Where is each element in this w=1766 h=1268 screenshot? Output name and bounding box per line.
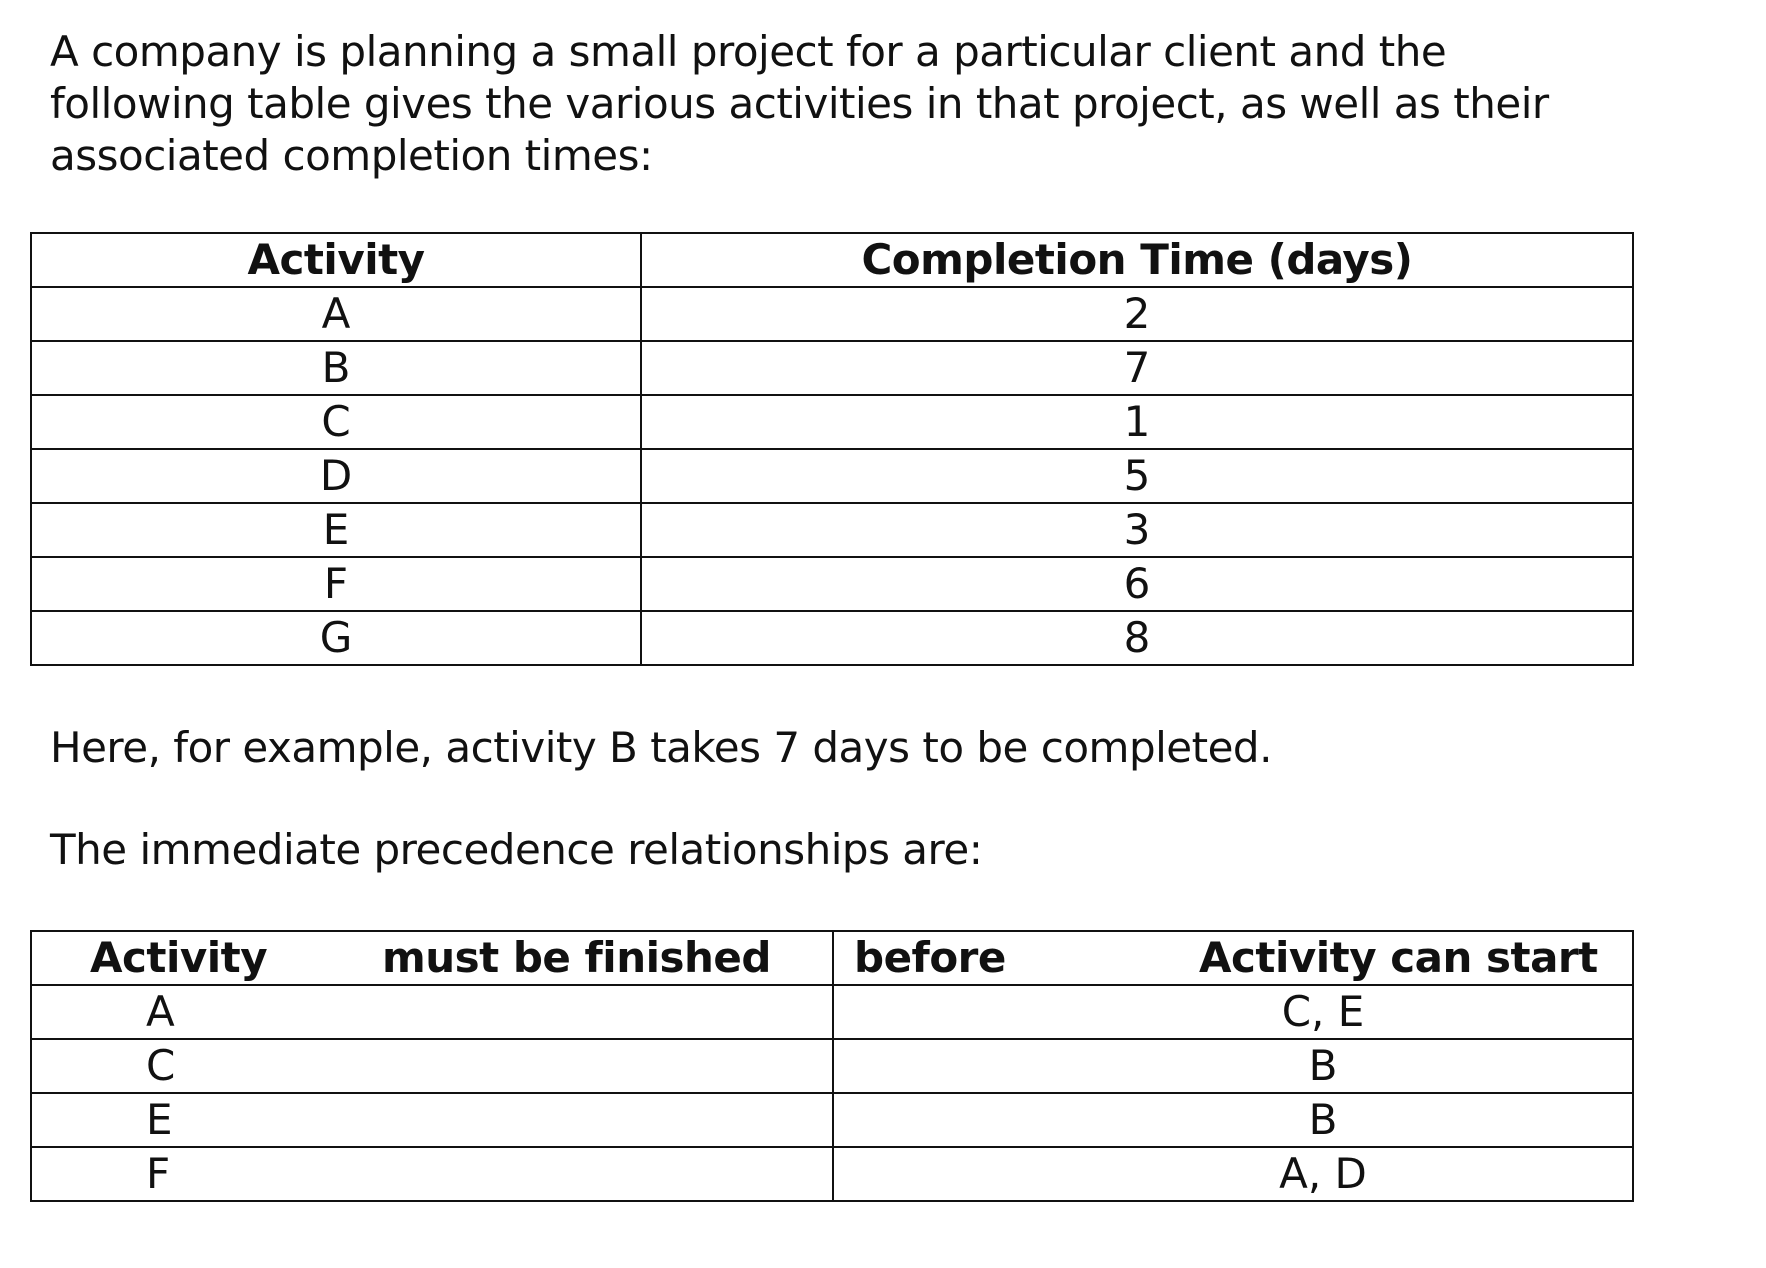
intro-paragraph: A company is planning a small project for a particular client and the following table gives the various activities in that project, as well as their associated completion times:	[50, 27, 1549, 180]
table-row	[31, 1093, 1633, 1147]
table-row	[31, 611, 1633, 665]
successor-cell	[833, 1147, 1633, 1201]
table-row	[31, 985, 1633, 1039]
predecessor-cell: E	[31, 1093, 833, 1147]
table-row	[31, 449, 1633, 503]
completion-time-table	[30, 232, 1634, 666]
precedence-table	[30, 930, 1634, 1202]
successor-cell	[833, 985, 1633, 1039]
time-cell: 1	[641, 395, 1633, 449]
predecessor-cell: F	[31, 1147, 833, 1201]
before-header: before	[854, 933, 1006, 982]
activity-cell: B	[31, 341, 641, 395]
time-cell: 7	[641, 341, 1633, 395]
table-row	[31, 287, 1633, 341]
table-header-row	[31, 233, 1633, 287]
activity-cell: D	[31, 449, 641, 503]
activity-cell: G	[31, 611, 641, 665]
table-row	[31, 1039, 1633, 1093]
activity-header: Activity	[90, 933, 268, 982]
successor-text: B	[1308, 1041, 1338, 1090]
successor-text: A, D	[1279, 1149, 1367, 1198]
must-be-finished-header: must be finished	[382, 933, 771, 982]
activity-header: Activity	[31, 233, 641, 287]
successor-text: B	[1308, 1095, 1338, 1144]
precedence-right-header	[833, 931, 1633, 985]
table-row	[31, 341, 1633, 395]
time-cell: 5	[641, 449, 1633, 503]
table-row	[31, 557, 1633, 611]
activity-can-start-header: Activity can start	[1199, 933, 1598, 982]
activity-cell: C	[31, 395, 641, 449]
precedence-intro: The immediate precedence relationships are:	[50, 825, 983, 874]
table-row	[31, 395, 1633, 449]
table-row	[31, 503, 1633, 557]
time-cell: 3	[641, 503, 1633, 557]
example-sentence: Here, for example, activity B takes 7 days to be completed.	[50, 723, 1272, 772]
activity-cell: A	[31, 287, 641, 341]
table-header-row	[31, 931, 1633, 985]
time-cell: 2	[641, 287, 1633, 341]
activity-cell: F	[31, 557, 641, 611]
successor-cell	[833, 1093, 1633, 1147]
time-cell: 8	[641, 611, 1633, 665]
precedence-left-header	[31, 931, 833, 985]
successor-text: C, E	[1281, 987, 1365, 1036]
time-cell: 6	[641, 557, 1633, 611]
completion-time-header: Completion Time (days)	[641, 233, 1633, 287]
table-row	[31, 1147, 1633, 1201]
predecessor-cell: C	[31, 1039, 833, 1093]
predecessor-cell: A	[31, 985, 833, 1039]
activity-cell: E	[31, 503, 641, 557]
successor-cell	[833, 1039, 1633, 1093]
